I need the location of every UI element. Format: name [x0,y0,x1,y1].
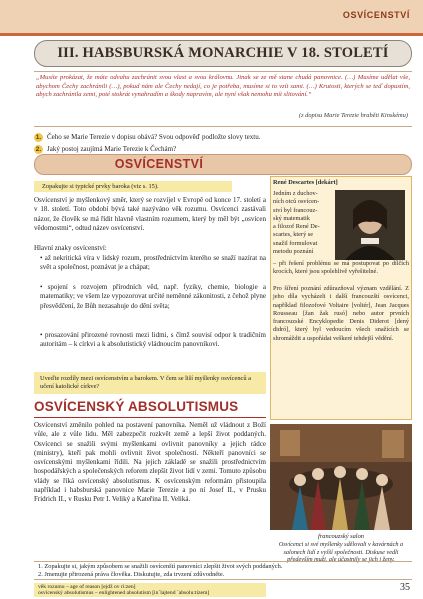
absolutism-title: OSVÍCENSKÝ ABSOLUTISMUS [34,399,239,414]
sidebar-line-3: ství byl francouz- [273,206,318,214]
feature-bullet-text-3: prosazování přirozené rovnosti mezi lidmi, s čímž souvisí odpor k tradičním autoritám – k církvi a k absolutistický vládnoucím panovníkovi. [40,331,267,349]
quote-text: „Musíte prokázat, že máte odvahu zachránit svou vlast a svou královnu. Jinak se ze mě stane chudá panovnice. (…) Musíme udělat vše, abychom Čechy zachránili (…), pokud nám ale Čechy nedají, co je potřeba, musíme si to vzít sami. (…) Krutosti, kterých se teď dopustím, abych zachránila zemi, poté stokrát vynahradím a škody napravím, ale nyní však nemohu mít slitování.“ [36,74,410,99]
question-number-2: 2. [35,145,42,153]
portrait-svg [335,190,405,260]
descartes-portrait [335,190,405,260]
feature-bullet-1: • až nekritická víra v lidský rozum, prostřednictvím kterého se snaží nazírat na svět a společnost, poznávat je a chápat; [40,254,267,272]
intro-paragraph: Osvícenství je myšlenkový směr, který se rozvíjel v Evropě od konce 17. století a v 18. století. Toto období bývá také nazýváno věk rozumu. Osvícenci zastávali názor, že člověk se má řídit hlavně vlastním rozumem, který by měl být „osvícen vědomostmi“, odtud název osvícenství. [34,196,266,232]
page-number: 35 [400,582,410,593]
sidebar-line-8: metodu poznání [273,248,314,256]
feature-bullet-text-2: spojení s rozvojem přírodních věd, např. fyziky, chemie, biologie a matematiky; ve všem lze vypozorovat určité neměnné zákonitosti, z čehož plyne přesvědčení, že Bůh nezasahuje do dění světa; [40,283,266,310]
caption-title: francouzský salon [318,533,364,540]
caption-text: Osvícenci si své myšlenky sdělovali v kavárnách a salonech lidí z vyšší společnosti. Diskuse vedli především muži, ale účastnily se jich i ženy. [278,541,404,564]
question-1 [34,131,412,143]
chapter-title: III. HABSBURSKÁ MONARCHIE V 18. STOLETÍ [57,45,389,61]
salon-painting-svg [270,424,412,530]
section-note: Zopakujte si typické prvky baroka (viz s. 15). [34,181,232,192]
quote-source: (z dopisu Marie Terezie hraběti Kinskému) [298,112,408,119]
absolutism-text: Osvícenství změnilo pohled na postavení panovníka. Neměl už vládnout z Boží vůle, ale z vůle lidu. Měl zabezpečit rozkvět země a lepší život poddaných. Osvícenci se snažili svými myšlenkami ovlivnit panovníky a jejich rádce (ministry), kteří pak mohli ovlivnit život společnosti. Někteří panovníci se osvícenskými myšlenkami řídili. Na jejich základě se snažili prostřednictvím hospodářských a společenských reforem zlepšit život lidí v zemi. Tomuto způsobu vlády se říká osvícenský absolutismus. K osvícenským reformám přistoupila například i habsburská panovnice Marie Terezie a po ní Josef II., v Prusku Fridrich II., v Rusku Petr I. Veliký a Kateřina II. Veliká. [34,421,266,504]
comparison-note: Uveďte rozdíly mezi osvícenstvím a barokem. V čem se liší myšlenky osvícenců a učení katolické církve? [34,372,266,394]
header-rule [0,33,423,36]
sidebar-line-7: snažil formulovat [273,239,318,247]
salon-painting [270,424,412,530]
question-number-1: 1. [35,133,42,141]
sidebar-line-5: a filozof René De- [273,223,320,231]
feature-bullet-text-1: až nekritická víra v lidský rozum, prostřednictvím kterého se snaží nazírat na svět a společnost, poznávat je a chápat; [40,254,267,272]
sidebar-line-2: ních otců osvícen- [273,198,320,206]
section-title: OSVÍCENSTVÍ [114,157,204,171]
sidebar-paragraph-1: – při řešení problému se má postupovat po dílčích krocích, které jsou spolehlivě vyřešitelné. [273,260,409,276]
question-text-1: Čeho se Marie Terezie v dopisu obává? Svou odpověď podložte slovy textu. [47,132,261,141]
sidebar-paragraph-2: Pro šíření poznání zdůrazňoval význam vzdělání. Z jeho díla vycházeli i další francouzští osvícenci, například filozofové Voltaire [voltér], Jean Jacques Rousseau [žan žak rusó] nebo autor prvních francouzské Encyklopedie Denis Diderot [dený didró], který byl vedoucím všech snažících se shromáždit a uspořádat veškeré tehdejší vědění. [273,285,409,342]
section-tag: OSVÍCENSTVÍ [342,10,410,20]
sidebar-line-1: Jedním z duchov- [273,190,318,197]
chapter-title-box [34,40,412,67]
main-features-heading: Hlavní znaky osvícenství: [34,244,107,252]
review-question-1: 1. Zopakujte si, jakým způsobem se snažili osvícenští panovníci zlepšit život svých poddaných. [38,563,283,570]
review-question-2: 2. Jmenujte přirozená práva člověka. Diskutujte, zda trvzení zdůvodněte. [38,571,225,578]
sidebar-name: René Descartes [dekárt] [273,179,338,186]
sidebar-line-4: ský matematik [273,214,310,222]
sidebar-line-6: scartes, který se [273,231,314,239]
feature-bullet-3: • prosazování přirozené rovnosti mezi lidmi, s čímž souvisí odpor k tradičním autoritám – k církvi a k absolutistický vládnoucím panovníkovi. [40,331,267,349]
sidebar-narrow-text [273,190,333,256]
absolutism-rule [34,417,266,418]
gloss-line-2: osvícenský absolutismus – enlightened absolutism [in´lajtend ´absolu:tizem] [38,590,210,596]
gloss-line-1: věk rozumu – age of reason [ejdž ov ri:zen] [38,584,136,590]
feature-bullet-2: • spojení s rozvojem přírodních věd, např. fyziky, chemie, biologie a matematiky; ve všem lze vypozorovat určité neměnné zákonitosti, z čehož plyne přesvědčení, že Bůh nezasahuje do dění světa; [40,283,266,310]
question-text-2: Jaký postoj zaujímá Marie Terezie k Čechám? [47,144,177,153]
